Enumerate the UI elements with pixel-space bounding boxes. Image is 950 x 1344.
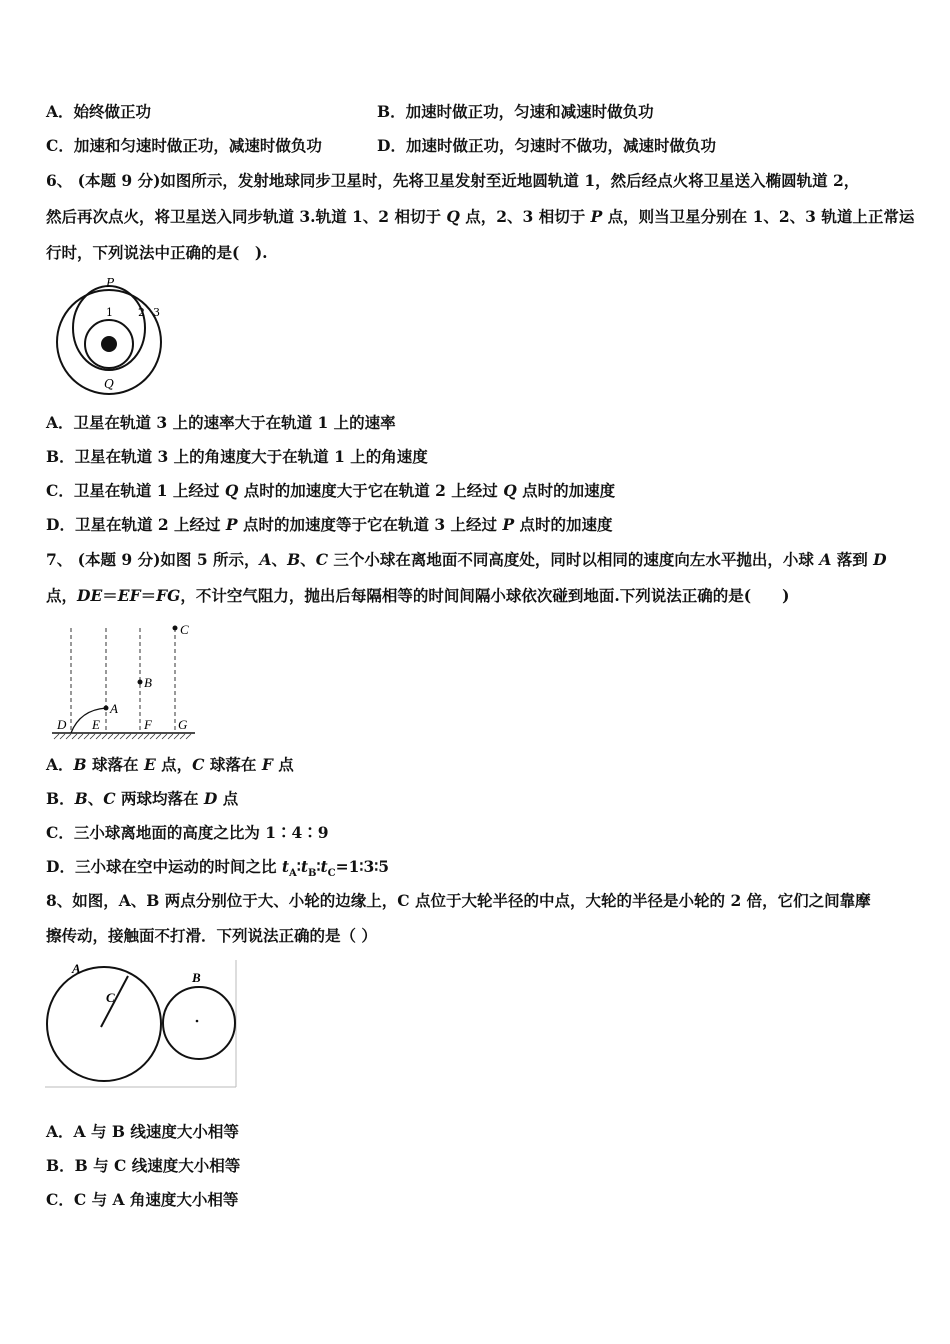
text-segment: B． — [46, 789, 75, 808]
q7-option-b — [46, 789, 238, 809]
math-symbol: EF — [117, 586, 141, 605]
text-segment: ，不计空气阻力，抛出后每隔相等的时间间隔小球依次碰到地面.下列说法正确的是( ) — [180, 586, 790, 605]
q8-option-a — [46, 1122, 239, 1142]
math-symbol: C — [327, 868, 336, 880]
label-g: G — [178, 717, 188, 732]
math-symbol: C — [192, 755, 205, 774]
text-segment: A．卫星在轨道 3 上的速率大于在轨道 1 上的速率 — [46, 413, 396, 432]
label-b: B — [144, 675, 152, 690]
text-segment: 6、 (本题 9 分)如图所示，发射地球同步卫星时，先将卫星发射至近地圆轨道 1，然后经点火将卫星送入椭圆轨道 2， — [46, 171, 860, 190]
label-p: P — [106, 276, 115, 290]
q6-option-b — [46, 447, 428, 467]
label-a: A — [72, 961, 81, 976]
text-segment: =1∶3∶5 — [335, 857, 390, 876]
text-segment: 擦传动，接触面不打滑．下列说法正确的是（ ） — [46, 926, 377, 945]
math-symbol: Q — [224, 481, 239, 500]
text-segment: A． — [46, 755, 74, 774]
math-symbol: F — [261, 755, 273, 774]
math-symbol: t — [300, 857, 308, 876]
math-symbol: B — [308, 868, 317, 880]
text-segment: D．三小球在空中运动的时间之比 — [46, 857, 282, 876]
text-segment: 、 — [271, 550, 288, 569]
text-segment: 7、 (本题 9 分)如图 5 所示， — [46, 550, 260, 569]
text-segment: D．卫星在轨道 2 上经过 — [46, 515, 226, 534]
text-segment: 两球均落在 — [115, 789, 204, 808]
q5-option-d: D．加速时做正功，匀速时不做功，减速时做负功 — [377, 136, 716, 155]
text-segment: 球落在 — [204, 755, 262, 774]
label-e: E — [92, 717, 100, 732]
text-segment: ＝ — [102, 586, 118, 605]
q6-stem-line — [46, 207, 914, 227]
text-segment: C．C 与 A 角速度大小相等 — [46, 1190, 239, 1209]
q7-stem-line — [46, 550, 887, 570]
text-segment: A．A 与 B 线速度大小相等 — [46, 1122, 239, 1141]
text-segment: 、 — [87, 789, 104, 808]
label-orbit-3: 3 — [153, 306, 160, 319]
q6-option-c — [46, 481, 615, 501]
text-segment: 点，2、3 相切于 — [459, 207, 591, 226]
wheels-diagram — [44, 960, 240, 1090]
text-segment: 点 — [217, 789, 239, 808]
text-segment: 点时的加速度 — [514, 515, 613, 534]
text-segment: 点时的加速度 — [516, 481, 616, 500]
q6-stem-line — [46, 243, 268, 263]
text-segment: C．卫星在轨道 1 上经过 — [46, 481, 225, 500]
text-segment: ∶ — [296, 857, 301, 876]
text-segment: 点 — [272, 755, 294, 774]
text-segment: 8、如图，A、B 两点分别位于大、小轮的边缘上，C 点位于大轮半径的中点，大轮的半径是小轮的 2 倍，它们之间靠摩 — [46, 891, 871, 910]
label-c: C — [180, 622, 189, 637]
math-symbol: A — [259, 550, 272, 569]
math-symbol: D — [203, 789, 218, 808]
math-symbol: C — [315, 550, 329, 569]
math-symbol: B — [73, 755, 87, 774]
q7-option-d — [46, 857, 389, 884]
math-symbol: D — [873, 550, 887, 569]
label-a: A — [110, 701, 118, 716]
q5-option-b: B．加速时做正功，匀速和减速时做负功 — [377, 102, 654, 121]
math-symbol: E — [143, 755, 156, 774]
math-symbol: t — [281, 857, 290, 876]
text-segment: 行时，下列说法中正确的是( ). — [46, 243, 268, 262]
math-symbol: P — [225, 515, 238, 534]
q8-option-c — [46, 1190, 238, 1210]
q7-stem-line — [46, 586, 789, 606]
math-symbol: C — [103, 789, 116, 808]
label-orbit-2: 2 — [138, 306, 145, 319]
math-symbol: Q — [446, 207, 460, 226]
text-segment: 三个小球在离地面不同高度处，同时以相同的速度向左水平抛出，小球 — [328, 550, 820, 569]
label-q: Q — [104, 377, 114, 391]
q6-stem-line — [46, 171, 859, 191]
text-segment: ＝ — [140, 586, 157, 605]
text-segment: ∶ — [316, 857, 321, 876]
text-segment: B．B 与 C 线速度大小相等 — [46, 1156, 241, 1175]
math-symbol: A — [819, 550, 832, 569]
text-segment: 、 — [300, 550, 316, 569]
math-symbol: P — [590, 207, 603, 226]
text-segment: B．卫星在轨道 3 上的角速度大于在轨道 1 上的角速度 — [46, 447, 428, 466]
label-f: F — [144, 717, 152, 732]
text-segment: C．三小球离地面的高度之比为 1∶4∶9 — [46, 823, 329, 842]
label-orbit-1: 1 — [106, 306, 113, 319]
text-segment: 然后再次点火，将卫星送入同步轨道 3.轨道 1、2 相切于 — [46, 207, 447, 226]
text-segment: 点， — [46, 586, 78, 605]
text-segment: 点时的加速度等于它在轨道 3 上经过 — [237, 515, 503, 534]
math-symbol: P — [502, 515, 515, 534]
math-symbol: t — [320, 857, 328, 876]
math-symbol: B — [74, 789, 88, 808]
text-segment: 落到 — [831, 550, 874, 569]
text-segment: 球落在 — [86, 755, 144, 774]
q8-stem-line — [46, 926, 377, 946]
q5-option-a: A．始终做正功 — [46, 102, 152, 121]
q6-option-a — [46, 413, 396, 433]
q7-option-c — [46, 823, 329, 843]
label-d: D — [57, 717, 67, 732]
text-segment: 点， — [155, 755, 193, 774]
text-segment: 点时的加速度大于它在轨道 2 上经过 — [238, 481, 504, 500]
q8-stem-line — [46, 891, 871, 911]
q7-option-a — [46, 755, 294, 775]
text-segment: 点，则当卫星分别在 1、2、3 轨道上正常运 — [602, 207, 915, 226]
math-symbol: A — [289, 868, 297, 880]
q6-option-d — [46, 515, 613, 535]
q5-option-c: C．加速和匀速时做正功，减速时做负功 — [46, 136, 322, 155]
math-symbol: Q — [503, 481, 517, 500]
math-symbol: FG — [156, 586, 181, 605]
orbit-diagram — [48, 276, 168, 398]
math-symbol: B — [287, 550, 301, 569]
projectile-diagram — [50, 622, 200, 742]
label-c: C — [106, 990, 115, 1005]
label-b: B — [192, 970, 201, 985]
math-symbol: DE — [77, 586, 103, 605]
q8-option-b — [46, 1156, 240, 1176]
